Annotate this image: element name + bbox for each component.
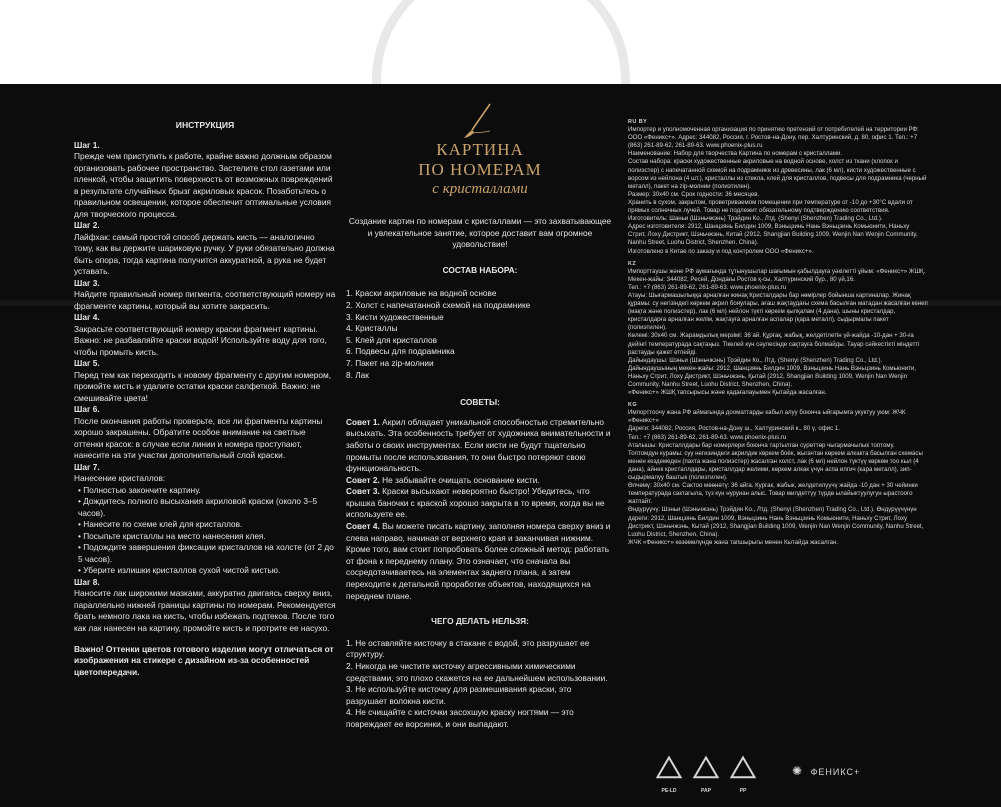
list-item: 6. Подвесы для подрамника xyxy=(346,346,455,357)
step-title: Шаг 4. xyxy=(74,312,100,322)
step-title: Шаг 1. xyxy=(74,139,100,150)
tip-text: Краски высыхают невероятно быстро! Убедитесь, что крышка баночки с краской хорошо закрыта в то время, когда вы не используете ее. xyxy=(346,486,605,520)
recycle-code: PP xyxy=(739,788,747,794)
crystal-steps-list xyxy=(74,485,336,577)
recycle-triangle-icon xyxy=(652,755,686,783)
step-5 xyxy=(74,358,336,404)
tip-2 xyxy=(346,475,614,487)
dont-list xyxy=(346,638,614,731)
step-text: Прежде чем приступить к работе, крайне важно должным образом организовать рабочее пространство. Застелите стол газетами или пленкой, чтобы защитить поверхность от возможных повреждений в результате случайных брызг акриловых красок. Позаботьтесь о правильном освещении, которое обеспечит оптимальные условия для творческого процесса. xyxy=(74,151,333,219)
instructions-title: ИНСТРУКЦИЯ xyxy=(175,120,235,130)
tip-1 xyxy=(346,417,614,475)
intro-text: Создание картин по номерам с кристаллами — это захватывающее и увлекательное занятие, которое доставит вам огромное удовольствие! xyxy=(348,216,612,250)
color-warning: Важно! Оттенки цветов готового изделия могут отличаться от изображения на стикере с дизайном из-за особенностей цветопередачи. xyxy=(74,644,334,677)
tip-label: Совет 2. xyxy=(346,474,380,485)
recycle-pe-ld-icon xyxy=(652,755,686,794)
brand-logo xyxy=(792,764,860,778)
step-title: Шаг 8. xyxy=(74,576,100,587)
tip-3 xyxy=(346,486,614,521)
step-title: Шаг 5. xyxy=(74,358,100,368)
step-7 xyxy=(74,462,336,577)
list-item: • Посыпьте кристаллы на место нанесения клея. xyxy=(78,530,266,541)
step-1 xyxy=(74,140,336,221)
tip-text: Вы можете писать картину, заполняя номера сверху вниз и слева направо, начиная от верхнего края и заканчивая нижним. Кроме того, вам стоит попробовать более сложный метод: работать от фона к переднему плану. Это означает, что сначала вы сосредотачиваетесь на элементах заднего плана, а затем переходите к детальной проработке объектов, находящихся на переднем плане. xyxy=(346,521,611,601)
recycle-triangle-icon xyxy=(726,755,760,783)
step-title: Шаг 2. xyxy=(74,220,100,230)
tips-title: СОВЕТЫ: xyxy=(460,397,500,408)
list-item: 2. Холст с напечатанной схемой на подрамнике xyxy=(346,299,531,310)
lang-tag-ru: RU BY xyxy=(628,119,648,125)
kit-list xyxy=(346,288,614,381)
list-item: 3. Кисти художественные xyxy=(346,311,444,322)
list-item: 3. Не используйте кисточку для размешивания краски, это разрушает волокна кисти. xyxy=(346,684,572,706)
list-item: • Дождитесь полного высыхания акриловой краски (около 3–5 часов). xyxy=(78,496,318,518)
instructions-column xyxy=(74,120,336,678)
list-item: 2. Никогда не чистите кисточку агрессивными химическими средствами, это плохо скажется на ее дальнейшем использовании. xyxy=(346,661,608,683)
step-text: Лайфхак: самый простой способ держать кисть — аналогично тому, как вы держите шариковую ручку. У руки обязательно должна быть опора, тогда картина получится аккуратной, а рука не будет уставать. xyxy=(74,231,335,276)
lang-tag-kg: KG xyxy=(628,402,638,409)
tip-text: Не забывайте очищать основание кисти. xyxy=(382,474,540,485)
phoenix-icon: ✺ xyxy=(792,764,804,778)
brush-icon xyxy=(460,100,500,140)
list-item: 5. Клей для кристаллов xyxy=(346,334,438,345)
recycle-pap-icon xyxy=(689,755,723,794)
step-8 xyxy=(74,577,336,635)
step-title: Шаг 3. xyxy=(74,277,100,288)
list-item: • Подождите завершения фиксации кристаллов на холсте (от 2 до 5 часов). xyxy=(78,542,334,564)
tip-label: Совет 3. xyxy=(346,486,380,497)
step-text: Наносите лак широкими мазками, аккуратно двигаясь сверху вниз, параллельно нижней границы картины по номерам. Рекомендуется брать немного лака на кисть, чтобы избежать подтеков. После того как лак нанесен на картину, промойте кисть и протрите ее насухо. xyxy=(74,588,336,633)
step-6 xyxy=(74,404,336,462)
middle-column xyxy=(346,100,614,731)
recycle-code: PE-LD xyxy=(661,788,677,794)
recycle-pp-icon xyxy=(726,755,760,794)
legal-ru: Импортер и уполномоченная организация по принятию претензий от потребителей на территории РФ: ООО «Феникс+». Адрес: 344082, Россия, г. Ростов-на-Дону, пер. Халтуринский, д. 80, офис 1. Тел.: +7 (863) 261-89-62, 261-89-63. www.phoenix-plus.ru Наименование: Набор для творчества Картина по номерам с кристаллами. Состав набора: краски художественные акриловые на водной основе, холст из ткани (хлопок и полиэстер) с напечатанной схемой на подрамнике из древесины, лак (6 мл), кисти художественные с ворсом из нейлона (4 шт.), кристаллы из стекла, клей для кристаллов, подвесы для подрамника (черный металл), пакет на zip-молнии (полиэтилен). Размер: 30x40 см. Срок годности: 36 месяцев. Хранить в сухом, закрытом, проветриваемом помещении при температуре от -10 до +30°С вдали от прямых солнечных лучей. Товар не подлежит обязательному подтверждению соответствия. Изготовитель: Шаньи (Шэньчжэнь) Трэйдин Ко., Лтд. (Shenyi (Shenzhen) Trading Co., Ltd.). Адрес изготовителя: 2912, Шанцзянь Билдин 1009, Вэньцзинь Нань Вэньцзинь Комьюнити, Наньху Стрит, Лоху Дистрикт, Шэньчжэнь, Китай (2912, Shangjian Building 1009, Wenjin Nan Wenjin Community, Nanhu Street, Luohu District, Shenzhen, China). Изготовлено в Китае по заказу и под контролем ООО «Феникс+». xyxy=(628,126,927,255)
list-item: • Уберите излишки кристаллов сухой чистой кистью. xyxy=(78,565,281,575)
list-item: 4. Не счищайте с кисточки засохшую краску ногтями — это повреждает ее ворсинки, и они выпадают. xyxy=(346,707,574,729)
step-3 xyxy=(74,278,336,313)
step-text: Найдите правильный номер пигмента, соответствующий номеру на фрагменте картины, который вы хотите закрасить. xyxy=(74,289,336,311)
dont-title: ЧЕГО ДЕЛАТЬ НЕЛЬЗЯ: xyxy=(431,616,529,627)
list-item: 1. Краски акриловые на водной основе xyxy=(346,288,497,299)
legal-kg: Импорттоочу жана РФ аймагында дооматтарды кабыл алуу боюнча ыйгарымга укуктуу уюм: ЖЧК «Феникс+» Дареги: 344082, Россия, Ростов-на-Дону ш., Халтуринский к., 80 ү, офис 1. Тел.: +7 (863) 261-89-62, 261-89-63. www.phoenix-plus.ru Аталышы: Кристаллдары бар номерлери боюнча тартылган сүрөттөр чыгармачылык топтому. Топтомдун курамы: суу негизиндеги акрилдик көркем боёк, жыгачтан көркем алкакта басылган схемасы менен кездемеден (пахта жана полиэстер) жасалган холст, лак (6 мл) нейлон түктүү көркөм тоо кыл (4 дана), айнек кристаллдары, кристаллдар желими, көркем алкак үчүн аспа илгич (кара металл), зип-сыдырмалуу баштык (полиэтилен). Өлчөмү: 30x40 см. Сактоо мөөнөтү: 36 айга. Кургак, жабык, желдетилүүчү жайда -10 дан + 30 чейинки температурада сактагыла, түз күн нурунан алыс. Товар милдеттүү түрдө ылайыктуулугун ырастоого жатпайт. Өндүрүүчү: Шэньи (Шэньчжэнь) Трэйдин Ко., Лтд. (Shenyi (Shenzhen) Trading Co., Ltd.). Өндүрүүчүнүн дареги: 2912, Шанцзянь Билдин 1009, Вэньцзинь Нань Вэньцзинь Комьюнити, Наньху Стрит, Лоху Дистрикт, Шэньчжэнь, Кытай (2912, Shangjian Building 1009, Wenjin Nan Wenjin Community, Nanhu Street, Luohu District, Shenzhen, China). ЖЧК «Феникс+» көзөмөлүндө жана тапшырыгы менен Кытайда жасалган. xyxy=(628,409,924,546)
list-item: 7. Пакет на zip-молнии xyxy=(346,357,434,368)
step-2 xyxy=(74,220,336,278)
brand-line-3: с кристаллами xyxy=(432,181,528,197)
step-title: Шаг 6. xyxy=(74,404,100,414)
step-text: Закрасьте соответствующий номеру краски фрагмент картины. Важно: не разбавляйте краски водой! Используйте воду для того, чтобы промыть кисть. xyxy=(74,323,327,357)
legal-column xyxy=(628,118,928,547)
logo-text: ФЕНИКС+ xyxy=(810,767,861,777)
step-text: После окончания работы проверьте, все ли фрагменты картины хорошо закрашены. Обратите особое внимание на светлые оттенки красок: в случае если линии и номера проступают, нанесите на эти участки дополнительный слой краски. xyxy=(74,415,323,460)
list-item: 1. Не оставляйте кисточку в стакане с водой, это разрушает ее структуру. xyxy=(346,637,590,660)
tip-text: Акрил обладает уникальной способностью стремительно высыхать. Эта особенность требует от художника внимательности и заботы о своих инструментах. Если кисти не будут тщательно промыты после использования, то они быстро потеряют свою функциональность. xyxy=(346,416,611,474)
list-item: • Полностью закончите картину. xyxy=(78,484,201,495)
brand-line-1: КАРТИНА xyxy=(436,140,524,159)
kit-title: СОСТАВ НАБОРА: xyxy=(442,264,518,275)
step-title: Шаг 7. xyxy=(74,461,100,472)
list-item: 4. Кристаллы xyxy=(346,323,398,334)
list-item: 8. Лак xyxy=(346,369,369,380)
brand-line-2: ПО НОМЕРАМ xyxy=(418,160,542,179)
tip-label: Совет 4. xyxy=(346,521,380,532)
legal-kz: Импорттаушы жəне РФ аумағында тұтынушылар шағымын қабылдауға уəкілетті ұйым: «Феникс+» ЖШҚ. Мекен-жайы: 344082, Ресей, Дондағы Ростов қ-сы, Халтуринский бур., 80 үй,16. Тел.: +7 (863) 261-89-62, 261-89-63. www.phoenix-plus.ru Атауы: Шығармашылыққа арналған жинақ Кристалдары бар нөмірлер бойынша картиналар. Жинақ құрамы: су негізіндегі көркем акрил бояулары, ағаш жақтаудағы схема басылған матадан жасалған кенеп (мақта және полиэстер), лак (6 мл) нейлон түкті көркем қылқалам (4 дана), шыны кристалдар, кристалдарға арналған желім, жақтауға арналған аспалар (қара металл), сыдырмалы пакет (полиэтилен). Көлемі: 30x40 см. Жарамдылық мерзімі: 36 ай. Құрғақ, жабық, желдетілетін үй-жайда -10-дан + 30-ға дейінгі температурада сақтаңыз. Тікелей күн сəулесінде сақтауға болмайды. Тауар сəйкестікті міндетті растауды қажет етпейді. Дайындаушы: Шэньи (Шэньчжэнь) Трэйдин Ко., Лтд. (Shenyi (Shenzhen) Trading Co., Ltd.). Дайындаушының мекен-жайы: 2912, Шанцзянь Билдин 1009, Вэньцзинь Нань Вэньцзинь Комьюнити, Наньху Стрит, Лоху Дистрикт, Шэньчжэнь, Қытай (2912, Shangjian Building 1009, Wenjin Nan Wenjin Community, Nanhu Street, Luohu District, Shenzhen, China). «Феникс+» ЖШҚ тапсырысы жəне қадағалауымен Қытайда жасалған. xyxy=(628,267,928,397)
step-text: Перед тем как переходить к новому фрагменту с другим номером, промойте кисть и удалите остатки краски салфеткой. Важно: не смешивайте цвета! xyxy=(74,369,332,403)
recycle-triangle-icon xyxy=(689,755,723,783)
tip-4 xyxy=(346,521,614,602)
tip-label: Совет 1. xyxy=(346,416,380,427)
brand-title xyxy=(346,140,614,198)
list-item: • Нанесите по схеме клей для кристаллов. xyxy=(78,519,243,529)
step-4 xyxy=(74,312,336,358)
lang-tag-kz: KZ xyxy=(628,260,637,267)
step-text: Нанесение кристаллов: xyxy=(74,473,166,483)
recycle-code: PAP xyxy=(701,788,711,794)
